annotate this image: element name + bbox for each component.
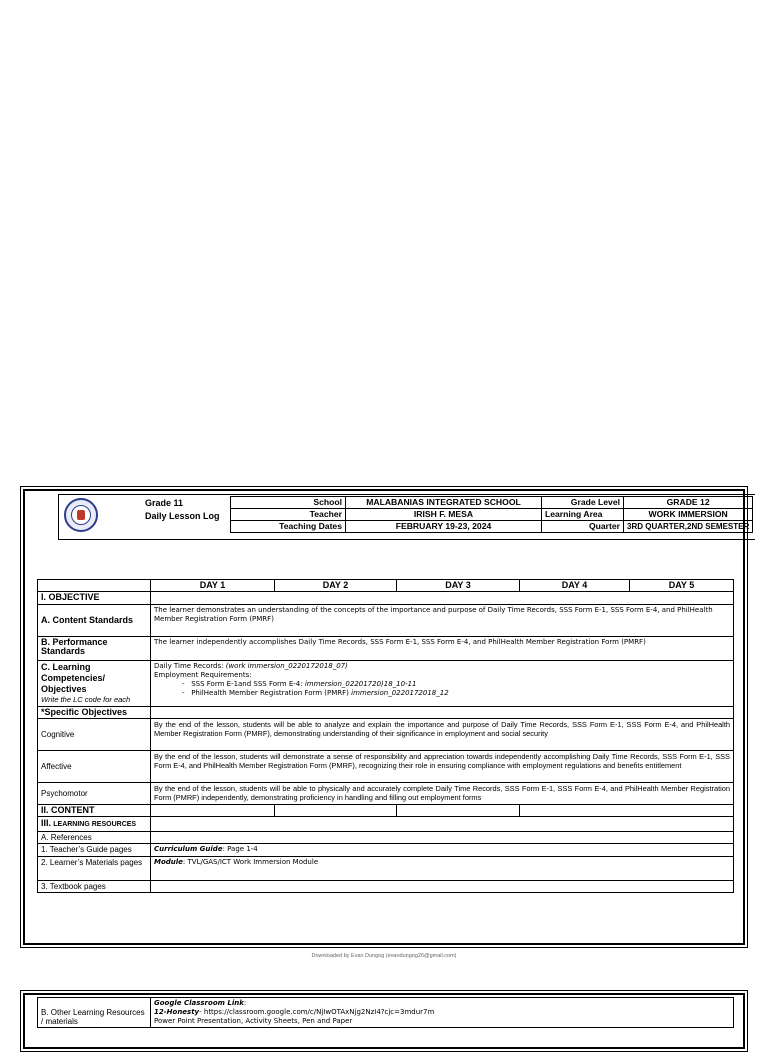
content-day-3 <box>397 805 520 817</box>
day-5-header: DAY 5 <box>630 580 734 592</box>
download-footer-note: Downloaded by Evan Dungog (evandungog26@gmail.com) <box>311 953 457 959</box>
header-info-table <box>230 496 753 533</box>
day-1-header: DAY 1 <box>151 580 275 592</box>
google-classroom-line: Google Classroom Link: <box>154 999 247 1007</box>
references-row <box>38 832 734 844</box>
teaching-dates-value: FEBRUARY 19-23, 2024 <box>346 521 542 533</box>
teacher-value: IRISH F. MESA <box>346 509 542 521</box>
affective-label: Affective <box>38 751 151 783</box>
affective-row <box>38 751 734 783</box>
competency-phil-code: immersion_0220172018_12 <box>351 689 449 697</box>
learning-area-value: WORK IMMERSION <box>624 509 753 521</box>
references-label: A. References <box>38 832 151 844</box>
seal-emblem-icon <box>77 510 85 520</box>
performance-standards-label: B. Performance Standards <box>38 637 151 661</box>
learners-materials-cell <box>151 857 734 881</box>
school-label: School <box>231 497 346 509</box>
competency-dtr <box>154 662 730 671</box>
page-2-table <box>37 997 734 1028</box>
competencies-note: Write the LC code for each <box>41 695 131 704</box>
resources-row <box>38 817 734 832</box>
psychomotor-row <box>38 783 734 805</box>
grade-level-value: GRADE 12 <box>624 497 753 509</box>
specific-objectives-label: *Specific Objectives <box>38 707 151 719</box>
tg-key: Curriculum Guide <box>154 845 223 853</box>
performance-standards-row <box>38 637 734 661</box>
grade-level-label: Grade Level <box>542 497 624 509</box>
textbook-cell <box>151 881 734 893</box>
resources-cell <box>151 817 734 832</box>
competencies-label-cell <box>38 661 151 707</box>
log-title: Daily Lesson Log <box>145 511 220 521</box>
school-value: MALABANIAS INTEGRATED SCHOOL <box>346 497 542 509</box>
teacher-label: Teacher <box>231 509 346 521</box>
content-day-1 <box>151 805 275 817</box>
competency-sss-code: immersion_02201720)18_10-11 <box>304 680 417 688</box>
competency-dtr-code: (work immersion_0220172018_07) <box>225 662 348 670</box>
competency-dtr-label: Daily Time Records: <box>154 662 224 670</box>
objective-cell <box>151 592 734 605</box>
gc-link[interactable]: - https://classroom.google.com/c/NjIwOTAxNjg2NzI4?cjc=3mdur7m <box>199 1008 435 1016</box>
learners-materials-row <box>38 857 734 881</box>
competency-phil-label: PhilHealth Member Registration Form (PMRF) <box>191 689 349 697</box>
competencies-row <box>38 661 734 707</box>
seal-inner <box>71 505 91 525</box>
textbook-label: 3. Textbook pages <box>38 881 151 893</box>
resources-label: LEARNING RESOURCES <box>53 821 137 828</box>
day-header-row <box>38 580 734 592</box>
quarter-value: 3RD QUARTER,2ND SEMESTER <box>624 521 753 533</box>
competencies-content <box>151 661 734 707</box>
content-day-4-5 <box>520 805 734 817</box>
lesson-log-table <box>37 579 734 893</box>
competency-employment: Employment Requirements: <box>154 671 252 679</box>
resources-label-num: III. <box>41 818 52 828</box>
textbook-row <box>38 881 734 893</box>
performance-standards-text: The learner independently accomplishes Daily Time Records, SSS Form E-1, SSS Form E-4, and PhilHealth Member Registration Form (PMRF) <box>151 637 734 661</box>
google-classroom-link-line <box>154 1008 730 1017</box>
teachers-guide-label: 1. Teacher’s Guide pages <box>38 844 151 857</box>
deped-seal-logo <box>64 498 98 532</box>
other-resources-cell <box>151 998 734 1028</box>
day-3-header: DAY 3 <box>397 580 520 592</box>
objective-label: I. OBJECTIVE <box>38 592 151 605</box>
content-day-2 <box>275 805 397 817</box>
lm-key: Module <box>154 858 183 866</box>
objective-row <box>38 592 734 605</box>
teachers-guide-row <box>38 844 734 857</box>
specific-objectives-cell <box>151 707 734 719</box>
day-2-header: DAY 2 <box>275 580 397 592</box>
competency-philhealth: - PhilHealth Member Registration Form (PMRF) immersion_0220172018_12 <box>182 689 449 697</box>
cognitive-row <box>38 719 734 751</box>
lm-value: : TVL/GAS/ICT Work Immersion Module <box>182 858 319 866</box>
content-standards-text: The learner demonstrates an understanding of the concepts of the importance and purpose of Daily Time Records, SSS Form E-1, SSS Form E-4, and PhilHealth Member Registration Form (PMRF) <box>151 605 734 637</box>
gc-class: 12-Honesty <box>154 1008 200 1016</box>
learning-area-label: Learning Area <box>542 509 624 521</box>
content-standards-label: A. Content Standards <box>38 605 151 637</box>
header-row-school <box>231 497 753 509</box>
psychomotor-text: By the end of the lesson, students will be able to physically and accurately complete Daily Time Records, SSS Form E-1, SSS Form E-4, and PhilHealth Member Registration Form (PMRF) independently, demonstrating proficiency in handling and filling out employment forms <box>151 783 734 805</box>
header-row-teacher <box>231 509 753 521</box>
cognitive-label: Cognitive <box>38 719 151 751</box>
resources-label-cell <box>38 817 151 832</box>
teaching-dates-label: Teaching Dates <box>231 521 346 533</box>
ppt-line: Power Point Presentation, Activity Sheets, Pen and Paper <box>154 1017 353 1025</box>
gc-label: Google Classroom Link <box>154 999 244 1007</box>
other-resources-row <box>38 998 734 1028</box>
tg-value: : Page 1-4 <box>222 845 258 853</box>
other-resources-label: B. Other Learning Resources / materials <box>38 998 151 1028</box>
content-standards-row <box>38 605 734 637</box>
day-4-header: DAY 4 <box>520 580 630 592</box>
competencies-label: C. Learning Competencies/ Objectives <box>41 662 106 694</box>
teachers-guide-cell <box>151 844 734 857</box>
competency-sss-label: SSS Form E-1and SSS Form E-4: <box>191 680 303 688</box>
learners-materials-label: 2. Learner’s Materials pages <box>38 857 151 881</box>
header-row-dates <box>231 521 753 533</box>
affective-text: By the end of the lesson, students will demonstrate a sense of responsibility and appreciation towards independently accomplishing Daily Time Records, SSS Form E-1, SSS Form E-4, and PhilHealth Member Registration Form (PMRF), recognizing their role in ensuring compliance with employment regulations and benefits entitlement <box>151 751 734 783</box>
content-row <box>38 805 734 817</box>
psychomotor-label: Psychomotor <box>38 783 151 805</box>
specific-objectives-row <box>38 707 734 719</box>
content-label: II. CONTENT <box>38 805 151 817</box>
grade-label: Grade 11 <box>145 498 184 508</box>
blank-corner-cell <box>38 580 151 592</box>
references-cell <box>151 832 734 844</box>
quarter-label: Quarter <box>542 521 624 533</box>
cognitive-text: By the end of the lesson, students will be able to analyze and explain the importance and purpose of Daily Time Records, SSS Form E-1, SSS Form E-4, and PhilHealth Member Registration Form (PMRF), demonstrating understanding of their significance in employment and social security <box>151 719 734 751</box>
competency-sss: - SSS Form E-1and SSS Form E-4: immersion_02201720)18_10-11 <box>182 680 417 688</box>
